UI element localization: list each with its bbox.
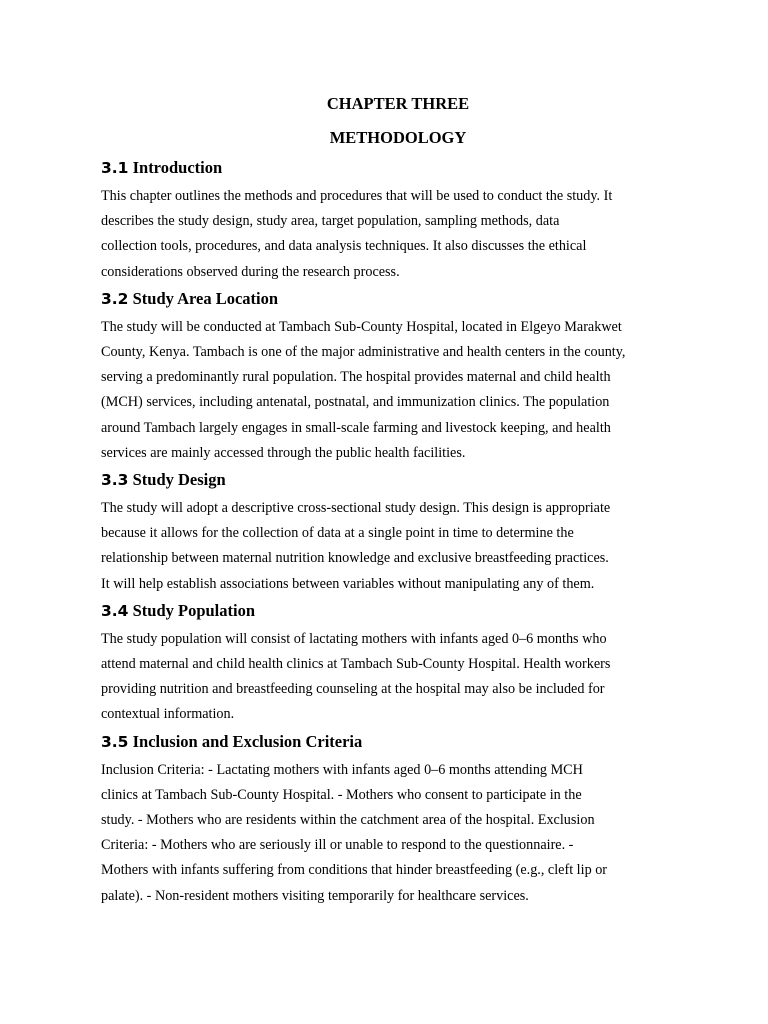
- section-title: Study Area Location: [132, 288, 279, 308]
- section-number: 3.4: [101, 601, 129, 620]
- chapter-subtitle: METHODOLOGY: [329, 128, 467, 147]
- section-body: The study population will consist of lactating mothers with infants aged 0–6 months who attend maternal and child health clinics at Tambach Sub-County Hospital. Health workers providing nutrition and breastfeeding counseling at the hospital may also be included for contextual information.: [101, 630, 611, 723]
- section-heading: [101, 730, 681, 758]
- section-number: 3.1: [101, 159, 129, 177]
- section-number: 3.2: [101, 289, 129, 308]
- section-introduction: [101, 156, 681, 285]
- document-page: [101, 92, 681, 911]
- section-title: Introduction: [132, 158, 223, 177]
- section-heading: [101, 156, 681, 184]
- section-body: The study will be conducted at Tambach Sub-County Hospital, located in Elgeyo Marakwet County, Kenya. Tambach is one of the major administrative and health centers in the county, serving a predominantly rural population. The hospital provides maternal and child health (MCH) services, including antenatal, postnatal, and immunization clinics. The population around Tambach largely engages in small-scale farming and livestock keeping, and health services are mainly accessed through the public health facilities.: [101, 318, 626, 461]
- section-inclusion-exclusion-criteria: [101, 730, 681, 909]
- section-title: Study Design: [132, 470, 226, 490]
- section-heading: [101, 599, 681, 627]
- section-heading: [101, 287, 681, 315]
- section-title: Study Population: [132, 600, 256, 620]
- section-heading: [101, 468, 681, 496]
- section-body: Inclusion Criteria: - Lactating mothers with infants aged 0–6 months attending MCH clinics at Tambach Sub-County Hospital. - Mothers who consent to participate in the study. - Mothers who are residents within the catchment area of the hospital. Exclusion Criteria: - Mothers who are seriously ill or unable to respond to the questionnaire. - Mothers with infants suffering from conditions that hinder breastfeeding (e.g., cleft lip or palate). - Non-resident mothers visiting temporarily for healthcare services.: [101, 761, 608, 904]
- section-number: 3.3: [101, 471, 129, 490]
- section-number: 3.5: [101, 732, 129, 751]
- section-study-design: [101, 468, 681, 597]
- chapter-title: CHAPTER THREE: [326, 94, 470, 113]
- section-body: The study will adopt a descriptive cross-sectional study design. This design is appropriate because it allows for the collection of data at a single point in time to determine the relationship between maternal nutrition knowledge and exclusive breastfeeding practices. It will help establish associations between variables without manipulating any of them.: [101, 500, 611, 592]
- section-body: This chapter outlines the methods and procedures that will be used to conduct the study. It describes the study design, study area, target population, sampling methods, data collection tools, procedures, and data analysis techniques. It also discusses the ethical considerations observed during the research process.: [101, 188, 613, 280]
- section-title: Inclusion and Exclusion Criteria: [132, 731, 363, 751]
- section-study-population: [101, 599, 681, 728]
- section-study-area-location: [101, 287, 681, 466]
